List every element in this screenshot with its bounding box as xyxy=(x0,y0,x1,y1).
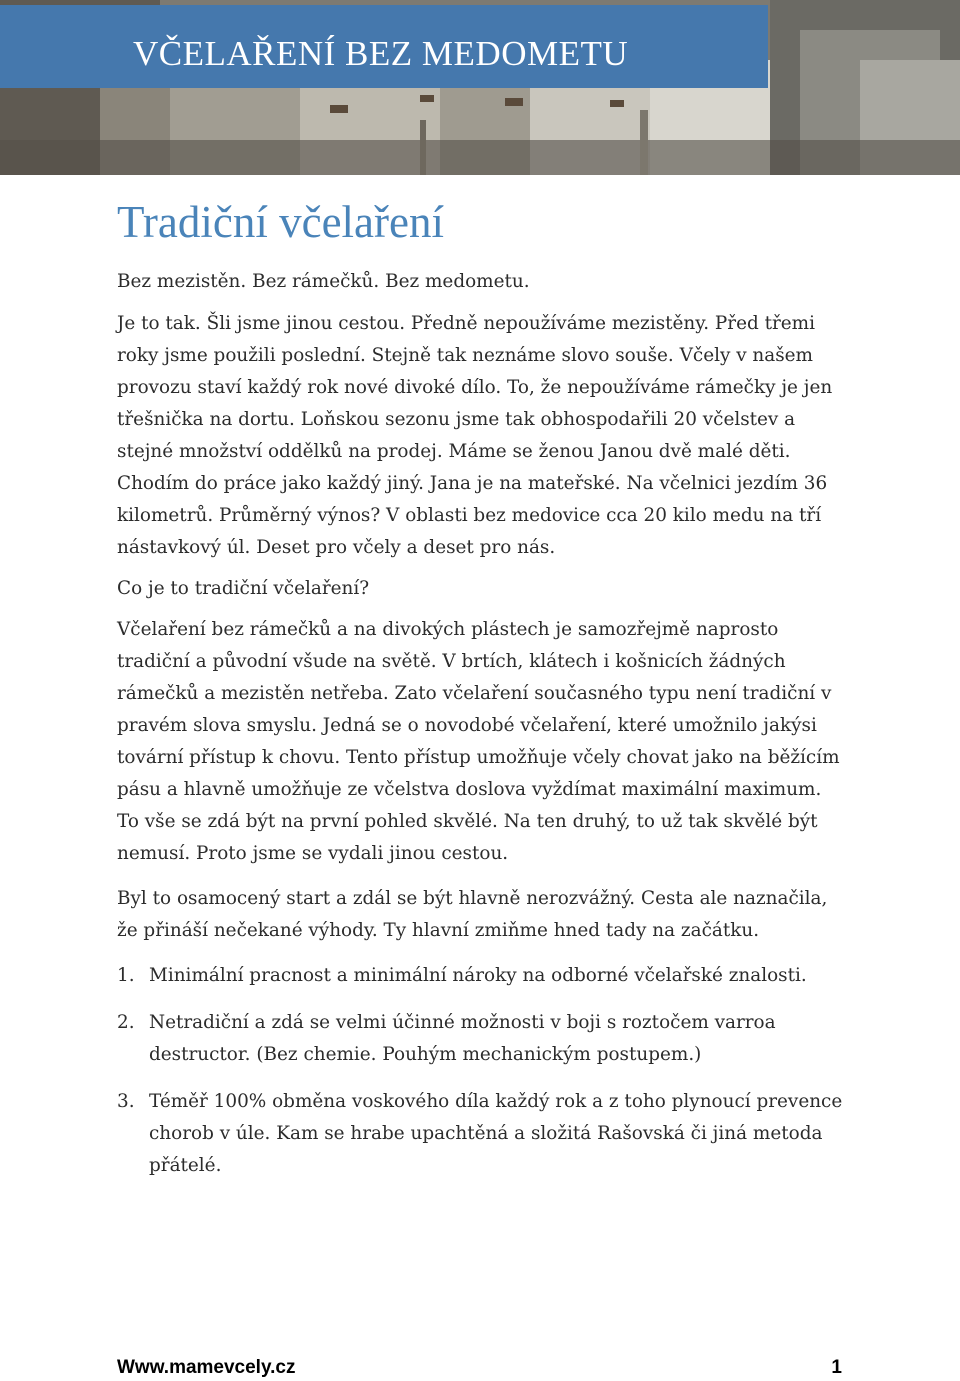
page-number: 1 xyxy=(831,1357,842,1378)
header-photo xyxy=(0,0,960,175)
list-item xyxy=(117,1086,847,1182)
list-item xyxy=(117,1007,847,1071)
paragraph-2: Byl to osamocený start a zdál se být hlavně nerozvážný. Cesta ale naznačila, že přináší nečekané výhody. Ty hlavní zmiňme hned tady na začátku. xyxy=(117,888,828,941)
intro-paragraph: Je to tak. Šli jsme jinou cestou. Předně nepoužíváme mezistěny. Před třemi roky jsme použili poslední. Stejně tak neznáme slovo souše. Včely v našem provozu staví každý rok nové divoké dílo. To, že nepoužíváme rámečky je jen třešnička na dortu. Loňskou sezonu jsme tak obhospodařili 20 včelstev a stejné množství oddělků na prodej. Máme se ženou Janou dvě malé děti. Chodím do práce jako každý jiný. Jana je na mateřské. Na včelnici jezdím 36 kilometrů. Průměrný výnos? V oblasti bez medovice cca 20 kilo medu na tří nástavkový úl. Deset pro včely a deset pro nás. xyxy=(117,313,833,558)
paragraph-1: Včelaření bez rámečků a na divokých plástech je samozřejmě naprosto tradiční a původní všude na světě. V brtích, klátech i košnicích žádných rámečků a mezistěn netřeba. Zato včelaření současného typu není tradiční v pravém slova smyslu. Jedná se o novodobé včelaření, které umožnilo jakýsi tovární přístup k chovu. Tento přístup umožňuje včely chovat jako na běžícím pásu a hlavně umožňuje ze včelstva doslova vyždímat maximální maximum. To vše se zdá být na první pohled skvělé. Na ten druhý, to už tak skvělé být nemusí. Proto jsme se vydali jinou cestou. xyxy=(117,619,840,864)
page-heading: Tradiční včelaření xyxy=(117,197,444,247)
website-link[interactable]: Www.mamevcely.cz xyxy=(117,1357,296,1378)
title-bar xyxy=(0,5,768,88)
article-body xyxy=(117,266,847,1197)
list-text: Téměř 100% obměna voskového díla každý rok a z toho plynoucí prevence chorob v úle. Kam se hrabe upachtěná a složitá Rašovská či jiná metoda přátelé. xyxy=(149,1091,843,1176)
list-number: 1. xyxy=(117,965,135,986)
list-number: 3. xyxy=(117,1091,135,1112)
section-question: Co je to tradiční včelaření? xyxy=(117,578,370,599)
list-item xyxy=(117,960,847,992)
benefits-list xyxy=(117,960,847,1182)
subheading: Bez mezistěn. Bez rámečků. Bez medometu. xyxy=(117,271,530,292)
list-text: Minimální pracnost a minimální nároky na odborné včelařské znalosti. xyxy=(149,965,807,986)
list-number: 2. xyxy=(117,1012,135,1033)
document-title: VČELAŘENÍ BEZ MEDOMETU xyxy=(133,34,629,73)
list-text: Netradiční a zdá se velmi účinné možnosti v boji s roztočem varroa destructor. (Bez chemie. Pouhým mechanickým postupem.) xyxy=(149,1012,776,1065)
